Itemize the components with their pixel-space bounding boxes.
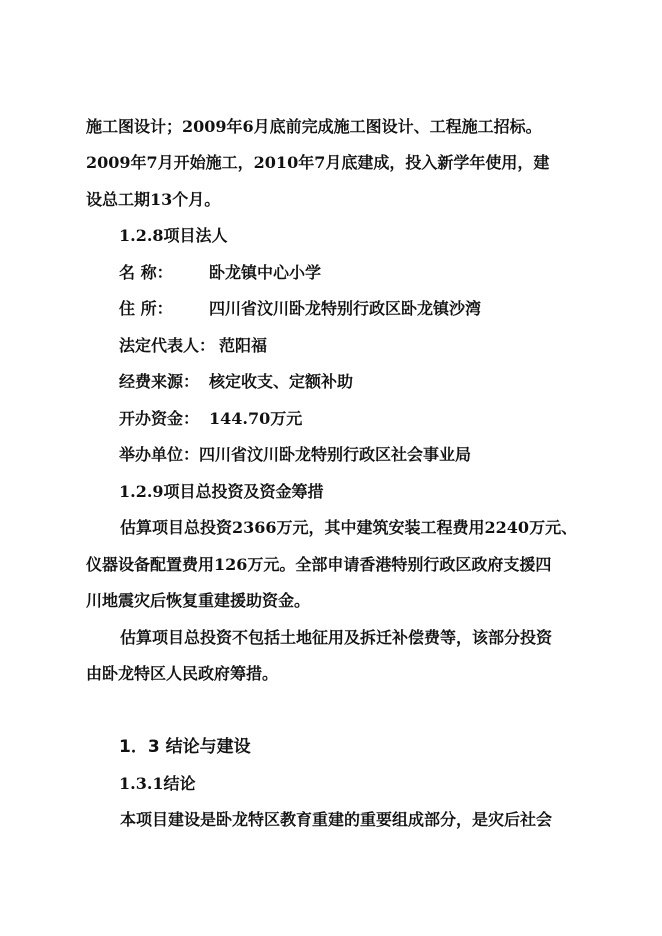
- section-heading-1-2-9: 1.2.9项目总投资及资金筹措: [119, 482, 324, 501]
- paragraph-line: 川地震灾后恢复重建援助资金。: [86, 591, 311, 610]
- paragraph-line: 仪器设备配置费用126万元。全部申请香港特别行政区政府支援四: [86, 555, 552, 574]
- section-heading-1-3: 1．3 结论与建设: [119, 737, 251, 757]
- field-label: 住 所：: [119, 299, 173, 318]
- field-label: 开办资金：: [119, 409, 200, 428]
- field-row-name: [119, 263, 321, 283]
- paragraph-line: 估算项目总投资2366万元，其中建筑安装工程费用2240万元、: [120, 518, 578, 537]
- field-value: 卧龙镇中心小学: [209, 263, 322, 282]
- section-heading-1-2-8: 1.2.8项目法人: [119, 226, 228, 245]
- section-heading-1-3-1: 1.3.1结论: [119, 774, 196, 793]
- field-row-address: [119, 299, 481, 319]
- field-value: 核定收支、定额补助: [209, 372, 354, 391]
- field-row-organizer: 举办单位：四川省汶川卧龙特别行政区社会事业局: [119, 445, 472, 464]
- field-label: 名 称：: [119, 263, 173, 282]
- field-label: 经费来源：: [119, 372, 200, 391]
- field-value: 范阳福: [219, 336, 268, 355]
- field-row-funding-source: [119, 372, 353, 392]
- field-row-legal-rep: [119, 336, 267, 356]
- paragraph-line: 施工图设计；2009年6月底前完成施工图设计、工程施工招标。: [86, 117, 542, 136]
- field-value: 四川省汶川卧龙特别行政区卧龙镇沙湾: [209, 299, 482, 318]
- field-value: 144.70万元: [209, 409, 303, 428]
- paragraph-line: 2009年7月开始施工，2010年7月底建成，投入新学年使用，建: [86, 153, 550, 172]
- paragraph-line: 估算项目总投资不包括土地征用及拆迁补偿费等，该部分投资: [120, 628, 553, 647]
- field-label: 法定代表人：: [119, 336, 216, 355]
- paragraph-line: 由卧龙特区人民政府筹措。: [86, 664, 279, 683]
- paragraph-line: 本项目建设是卧龙特区教育重建的重要组成部分，是灾后社会: [120, 810, 553, 829]
- paragraph-line: 设总工期13个月。: [86, 190, 221, 209]
- field-row-startup-funds: [119, 409, 302, 429]
